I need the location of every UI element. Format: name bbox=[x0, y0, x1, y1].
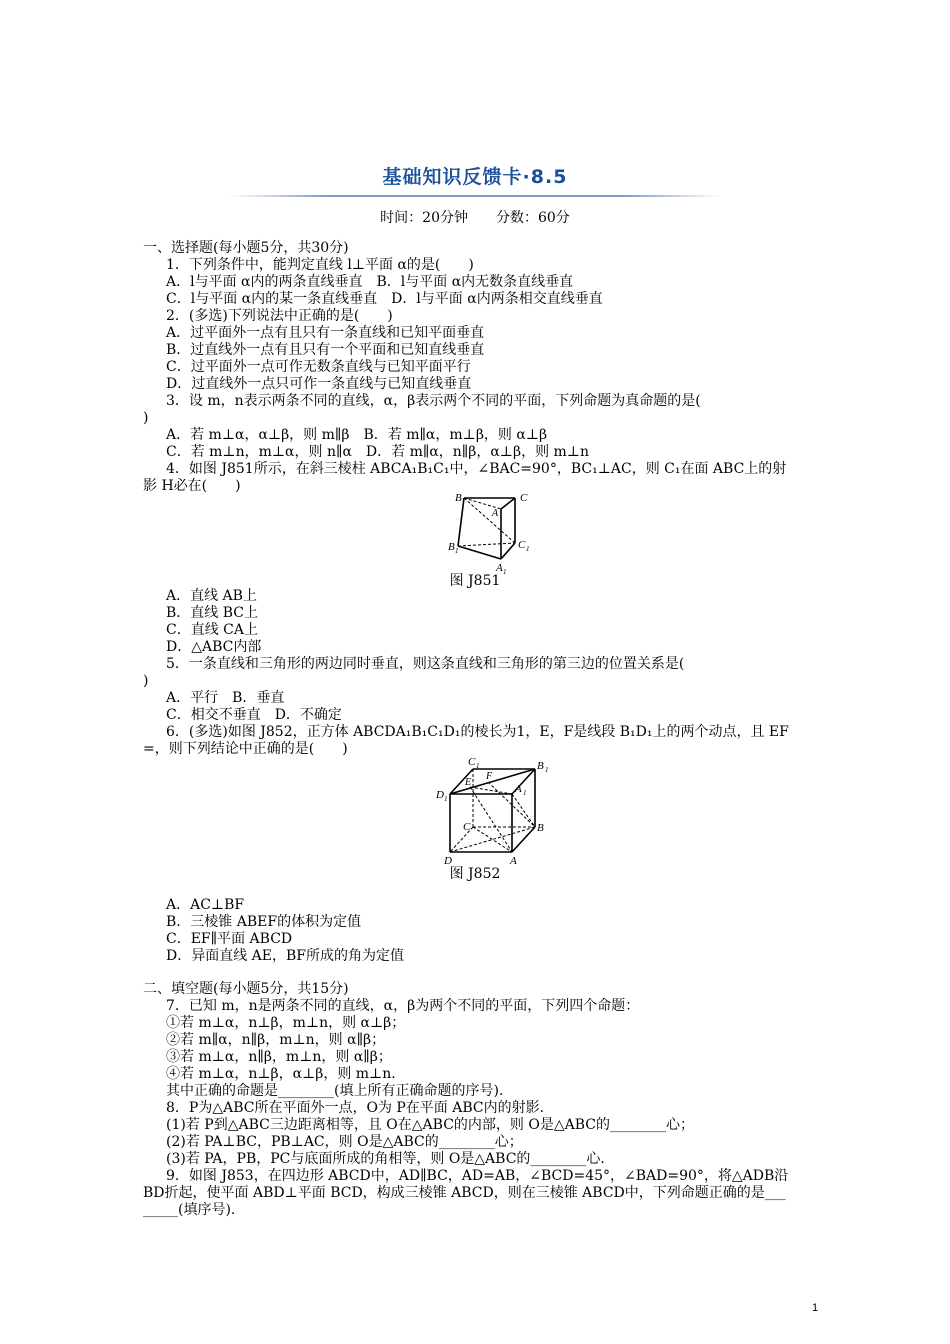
label-a1: A bbox=[515, 783, 522, 795]
label-a: A bbox=[510, 855, 517, 867]
q4-option-b: B．直线 BC上 bbox=[166, 605, 258, 621]
page-number: 1 bbox=[812, 1302, 819, 1314]
q8-part-3: (3)若 PA，PB，PC与底面所成的角相等，则 O是△ABC的________心. bbox=[166, 1151, 605, 1167]
figure-j852-caption: 图 J852 bbox=[449, 866, 501, 882]
section-2-heading: 二、填空题(每小题5分，共15分) bbox=[143, 981, 349, 997]
q2-option-b: B．过直线外一点有且只有一个平面和已知直线垂直 bbox=[166, 342, 485, 358]
label-d: D bbox=[444, 855, 452, 867]
q5-options-ab: A．平行 B．垂直 bbox=[166, 690, 285, 706]
label-b1-sub: 1 bbox=[545, 766, 549, 774]
q5-options-cd: C．相交不垂直 D．不确定 bbox=[166, 707, 342, 723]
q1-options-ab: A．l与平面 α内的两条直线垂直 B．l与平面 α内无数条直线垂直 bbox=[166, 274, 574, 290]
label-c1-sub: 1 bbox=[476, 762, 480, 770]
q8-part-2: (2)若 PA⊥BC，PB⊥AC，则 O是△ABC的________心； bbox=[166, 1134, 523, 1150]
label-f: F bbox=[486, 771, 493, 782]
figure-j851 bbox=[440, 486, 540, 574]
question-2: 2．(多选)下列说法中正确的是( ) bbox=[166, 308, 393, 324]
question-1: 1．下列条件中，能判定直线 l⊥平面 α的是( ) bbox=[166, 257, 474, 273]
q7-blank: 其中正确的命题是________(填上所有正确命题的序号). bbox=[166, 1083, 504, 1099]
q2-option-d: D．过直线外一点只可作一条直线与已知直线垂直 bbox=[166, 376, 472, 392]
label-b: B bbox=[455, 492, 462, 504]
label-b: B bbox=[537, 822, 544, 834]
label-b1: B bbox=[537, 760, 544, 772]
figure-j852 bbox=[430, 752, 555, 868]
question-5-cont: ) bbox=[143, 673, 149, 689]
q8-part-1: (1)若 P到△ABC三边距离相等，且 O在△ABC的内部，则 O是△ABC的________心； bbox=[166, 1117, 694, 1133]
label-a1-sub: 1 bbox=[503, 568, 507, 574]
q3-options-cd: C．若 m⊥n，m⊥α，则 n∥α D．若 m∥α，n∥β，α⊥β，则 m⊥n bbox=[166, 444, 589, 460]
q7-proposition-3: ③若 m⊥α，n∥β，m⊥n，则 α∥β； bbox=[166, 1049, 392, 1065]
q7-proposition-2: ②若 m∥α，n∥β，m⊥n，则 α∥β； bbox=[166, 1032, 386, 1048]
label-c1-sub: 1 bbox=[526, 545, 530, 553]
label-c1: C bbox=[518, 539, 526, 551]
q6-option-c: C．EF∥平面 ABCD bbox=[166, 931, 293, 947]
title-divider bbox=[228, 195, 722, 197]
q6-option-a: A．AC⊥BF bbox=[166, 897, 245, 913]
label-e: E bbox=[465, 777, 472, 788]
question-6: 6．(多选)如图 J852，正方体 ABCDA₁B₁C₁D₁的棱长为1，E，F是线段 B₁D₁上的两个动点，且 EF bbox=[166, 724, 789, 740]
label-c1: C bbox=[468, 756, 476, 768]
question-3: 3．设 m，n表示两条不同的直线，α，β表示两个不同的平面，下列命题为真命题的是( bbox=[166, 393, 701, 409]
label-c: C bbox=[520, 492, 528, 504]
q2-option-a: A．过平面外一点有且只有一条直线和已知平面垂直 bbox=[166, 325, 485, 341]
q1-options-cd: C．l与平面 α内的某一条直线垂直 D．l与平面 α内两条相交直线垂直 bbox=[166, 291, 603, 307]
q4-option-c: C．直线 CA上 bbox=[166, 622, 258, 638]
question-9-blank: _____(填序号). bbox=[143, 1202, 236, 1218]
label-a: A bbox=[492, 508, 499, 519]
label-d1: D bbox=[436, 789, 444, 801]
label-b1: B bbox=[448, 541, 455, 553]
q7-proposition-4: ④若 m⊥α，n⊥β，α⊥β，则 m⊥n. bbox=[166, 1066, 396, 1082]
question-4: 4．如图 J851所示，在斜三棱柱 ABCA₁B₁C₁中，∠BAC=90°，BC₁⊥AC，则 C₁在面 ABC上的射 bbox=[166, 461, 787, 477]
question-7: 7．已知 m，n是两条不同的直线，α，β为两个不同的平面，下列四个命题： bbox=[166, 998, 640, 1014]
q7-proposition-1: ①若 m⊥α，n⊥β，m⊥n，则 α⊥β； bbox=[166, 1015, 406, 1031]
label-c: C bbox=[463, 821, 471, 833]
q3-options-ab: A．若 m⊥α，α⊥β，则 m∥β B．若 m∥α，m⊥β，则 α⊥β bbox=[166, 427, 548, 443]
question-3-cont: ) bbox=[143, 410, 149, 426]
question-5: 5．一条直线和三角形的两边同时垂直，则这条直线和三角形的第三边的位置关系是( bbox=[166, 656, 685, 672]
time-score-line: 时间：20分钟 分数：60分 bbox=[380, 210, 570, 226]
q6-option-b: B．三棱锥 ABEF的体积为定值 bbox=[166, 914, 362, 930]
label-a1-sub: 1 bbox=[523, 789, 527, 797]
label-b1-sub: 1 bbox=[455, 547, 459, 555]
q6-option-d: D．异面直线 AE，BF所成的角为定值 bbox=[166, 948, 405, 964]
question-6-cont: =，则下列结论中正确的是( ) bbox=[143, 741, 348, 757]
question-8: 8．P为△ABC所在平面外一点，O为 P在平面 ABC内的射影. bbox=[166, 1100, 545, 1116]
section-1-heading: 一、选择题(每小题5分，共30分) bbox=[143, 240, 349, 256]
question-9-cont: BD折起，使平面 ABD⊥平面 BCD，构成三棱锥 ABCD，则在三棱锥 ABCD中，下列命题正确的是___ bbox=[143, 1185, 786, 1201]
q4-option-d: D．△ABC内部 bbox=[166, 639, 262, 655]
question-4-cont: 影 H必在( ) bbox=[143, 478, 241, 494]
q4-option-a: A．直线 AB上 bbox=[166, 588, 257, 604]
label-d1-sub: 1 bbox=[444, 795, 448, 803]
label-a1: A bbox=[496, 562, 503, 574]
q2-option-c: C．过平面外一点可作无数条直线与已知平面平行 bbox=[166, 359, 471, 375]
page-title: 基础知识反馈卡·8.5 bbox=[382, 166, 568, 188]
question-9: 9．如图 J853，在四边形 ABCD中，AD∥BC，AD=AB，∠BCD=45°，∠BAD=90°，将△ADB沿 bbox=[166, 1168, 789, 1184]
figure-j851-caption: 图 J851 bbox=[449, 573, 501, 589]
